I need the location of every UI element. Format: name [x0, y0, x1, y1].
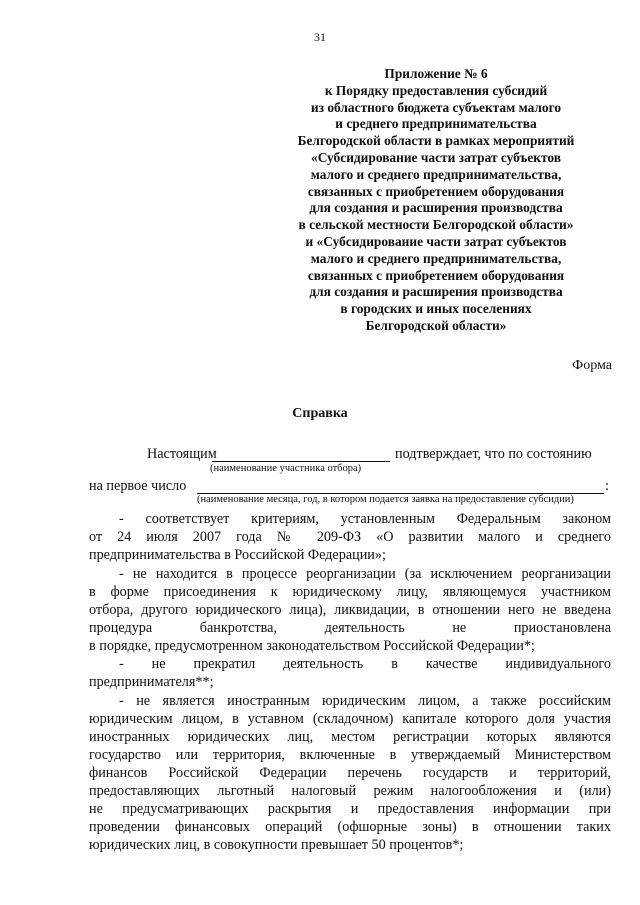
form-label: Форма — [572, 358, 612, 373]
foreign-entity-line: - не является иностранным юридическим лицом, а также российским — [119, 693, 611, 709]
reorganization-item — [89, 565, 611, 655]
appendix-line: в городских и иных поселениях — [340, 301, 532, 317]
appendix-line: Белгородской области» — [365, 317, 507, 333]
intro-line2-prefix: на первое число — [89, 478, 187, 494]
reorganization-line: - не находится в процессе реорганизации (за исключением реорганизации — [119, 566, 611, 582]
appendix-line: связанных с приобретением оборудования — [307, 267, 565, 283]
criteria-line: - соответствует критериям, установленным Федеральным законом — [119, 511, 611, 527]
reorganization-line: процедура банкротства, деятельность не приостановлена — [89, 620, 611, 636]
criteria-item — [89, 510, 611, 564]
appendix-line: в сельской местности Белгородской области» — [298, 217, 574, 233]
appendix-line: малого и среднего предпринимательства, — [310, 166, 562, 182]
intro-prefix: Настоящим — [147, 446, 217, 462]
participant-name-caption: (наименование участника отбора) — [210, 463, 362, 474]
appendix-line: и среднего предпринимательства — [335, 116, 537, 132]
appendix-line: для создания и расширения производства — [309, 200, 563, 216]
entrepreneur-item — [89, 655, 611, 691]
appendix-header — [250, 66, 622, 335]
foreign-entity-line: предоставляющих льготный налоговый режим налогообложения и (или) — [89, 783, 611, 799]
foreign-entity-line: юридическим лицом, в уставном (складочном) капитале которого доля участия — [89, 711, 611, 727]
appendix-line: и «Субсидирование части затрат субъектов — [305, 233, 567, 249]
foreign-entity-line: юридических лиц, в совокупности превышает 50 процентов*; — [89, 837, 464, 853]
criteria-line: от 24 июля 2007 года № 209-ФЗ «О развитии малого и среднего — [89, 529, 611, 545]
foreign-entity-line: проведении финансовых операций (офшорные зоны) в отношении таких — [89, 819, 611, 835]
foreign-entity-line: финансов Российской Федерации перечень государств и территорий, — [89, 765, 611, 781]
participant-name-field[interactable] — [212, 461, 390, 462]
appendix-line: связанных с приобретением оборудования — [307, 183, 565, 199]
reorganization-line: отбора, другого юридического лица), ликвидации, в отношении него не введена — [89, 602, 611, 618]
intro-suffix: подтверждает, что по состоянию — [395, 446, 592, 462]
entrepreneur-line: - не прекратил деятельность в качестве индивидуального — [119, 656, 611, 672]
foreign-entity-line: иностранных юридических лиц, местом регистрации которых являются — [89, 729, 611, 745]
reorganization-line: в порядке, предусмотренном законодательством Российской Федерации*; — [89, 638, 535, 654]
appendix-line: из областного бюджета субъектам малого — [310, 99, 562, 115]
foreign-entity-line: не предусматривающих раскрытия и предоставления информации при — [89, 801, 611, 817]
foreign-entity-item — [89, 692, 611, 854]
page-number: 31 — [314, 30, 326, 44]
appendix-line: к Порядку предоставления субсидий — [324, 82, 548, 98]
month-year-caption: (наименование месяца, год, в котором подается заявка на предоставление субсидии) — [197, 494, 574, 505]
appendix-line: для создания и расширения производства — [309, 284, 563, 300]
appendix-line: Белгородской области в рамках мероприятий — [297, 133, 575, 149]
intro-line2-colon: : — [605, 478, 609, 494]
document-title: Справка — [292, 406, 348, 421]
reorganization-line: в форме присоединения к юридическому лицу, являющемуся участником — [89, 584, 611, 600]
foreign-entity-line: государство или территория, включенные в утверждаемый Министерством — [89, 747, 611, 763]
appendix-line: малого и среднего предпринимательства, — [310, 250, 562, 266]
appendix-line: «Субсидирование части затрат субъектов — [311, 149, 561, 165]
criteria-line: предпринимательства в Российской Федерации»; — [89, 547, 386, 563]
appendix-line: Приложение № 6 — [384, 66, 488, 81]
entrepreneur-line: предпринимателя**; — [89, 674, 214, 690]
